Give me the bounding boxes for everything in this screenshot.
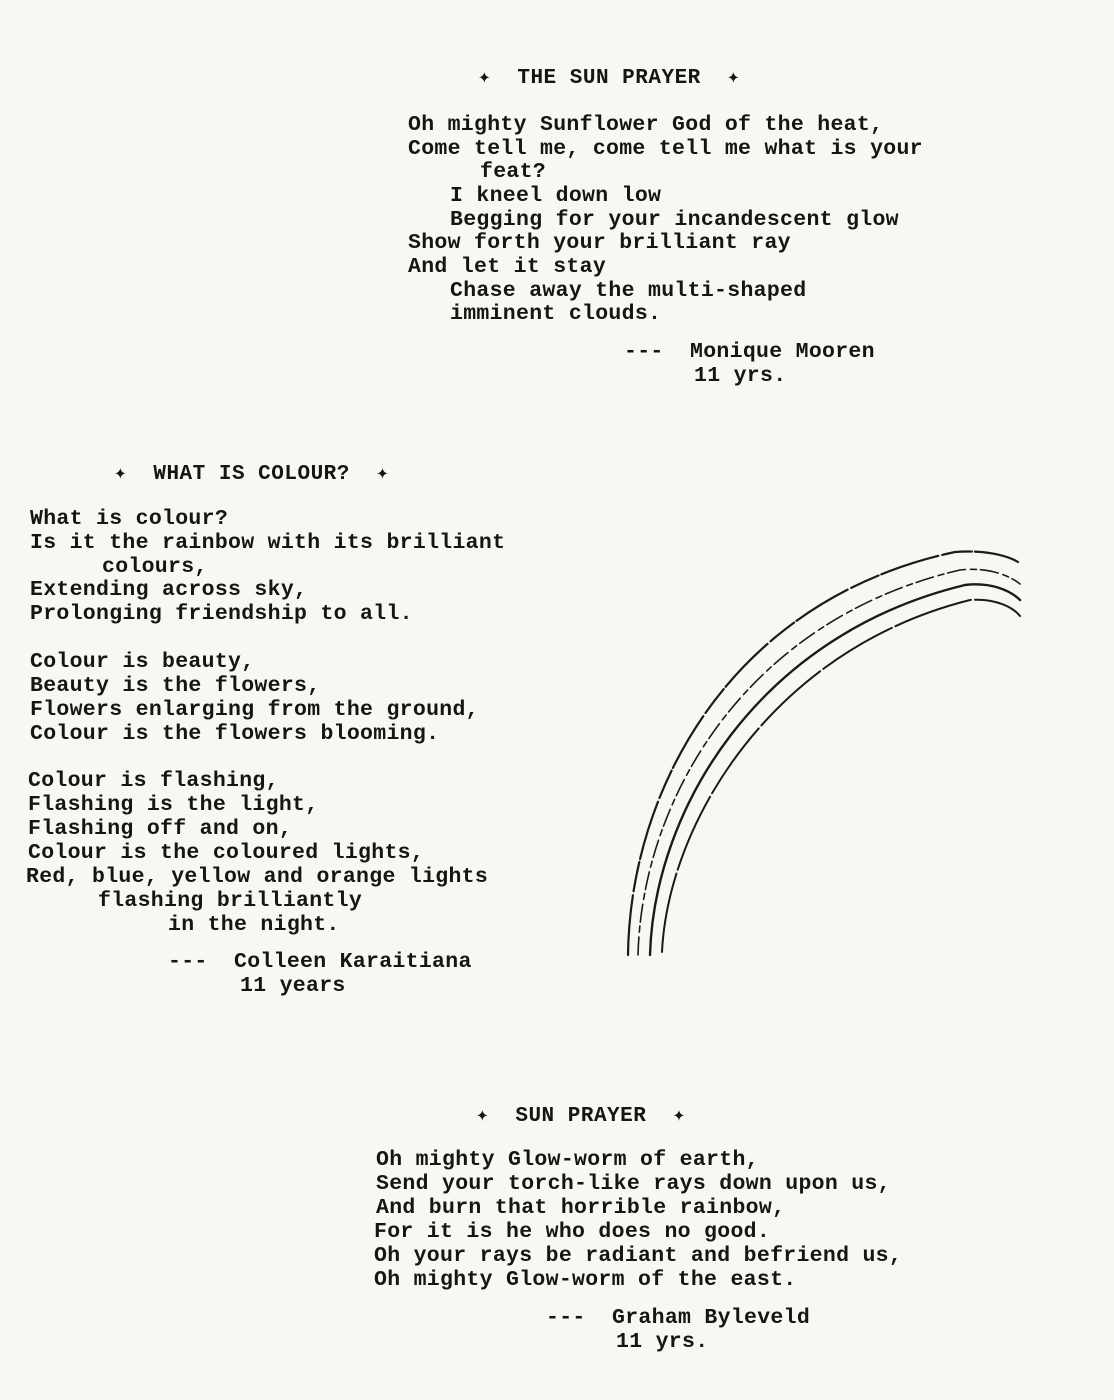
poem-line: Red, blue, yellow and orange lights xyxy=(26,865,489,889)
poem-line: Colour is the coloured lights, xyxy=(28,841,425,865)
poem-line: in the night. xyxy=(168,913,340,937)
poem-line: Extending across sky, xyxy=(30,578,308,602)
poem-line: Come tell me, come tell me what is your xyxy=(408,137,923,161)
poem-line: Flashing off and on, xyxy=(28,817,293,841)
poem-author: --- Monique Mooren xyxy=(624,340,875,364)
poem-title: ✦ WHAT IS COLOUR? ✦ xyxy=(114,463,390,486)
poem-line: Prolonging friendship to all. xyxy=(30,602,413,626)
poem-author-age: 11 yrs. xyxy=(694,364,787,388)
poem-line: Chase away the multi-shaped xyxy=(450,279,807,303)
poem-line: Flashing is the light, xyxy=(28,793,319,817)
poem-title: ✦ THE SUN PRAYER ✦ xyxy=(478,67,741,90)
poem-line: colours, xyxy=(102,555,208,579)
poem-line: Oh mighty Glow-worm of the east. xyxy=(374,1268,797,1292)
poem-line: And let it stay xyxy=(408,255,607,279)
poem-line: flashing brilliantly xyxy=(98,889,363,913)
poem-line: feat? xyxy=(480,160,547,184)
poem-line: Oh mighty Sunflower God of the heat, xyxy=(408,113,884,137)
poem-line: I kneel down low xyxy=(450,184,662,208)
poem-line: And burn that horrible rainbow, xyxy=(376,1196,786,1220)
poem-line: Oh mighty Glow-worm of earth, xyxy=(376,1148,759,1172)
poem-author: --- Colleen Karaitiana xyxy=(168,950,472,974)
poem-author-age: 11 yrs. xyxy=(616,1330,709,1354)
poem-line: Beauty is the flowers, xyxy=(30,674,321,698)
poem-line: Colour is the flowers blooming. xyxy=(30,722,440,746)
poem-title: ✦ SUN PRAYER ✦ xyxy=(476,1105,686,1128)
poem-author: --- Graham Byleveld xyxy=(546,1306,811,1330)
poem-line: Begging for your incandescent glow xyxy=(450,208,899,232)
rainbow-arc-icon xyxy=(610,540,1030,970)
poem-line: What is colour? xyxy=(30,507,229,531)
poem-line: Flowers enlarging from the ground, xyxy=(30,698,479,722)
poem-line: Show forth your brilliant ray xyxy=(408,231,791,255)
poem-line: Send your torch-like rays down upon us, xyxy=(376,1172,891,1196)
poem-line: For it is he who does no good. xyxy=(374,1220,771,1244)
poem-line: Colour is beauty, xyxy=(30,650,255,674)
poem-line: Oh your rays be radiant and befriend us, xyxy=(374,1244,903,1268)
poem-line: Colour is flashing, xyxy=(28,769,279,793)
poem-line: imminent clouds. xyxy=(450,302,662,326)
poem-author-age: 11 years xyxy=(240,974,346,998)
poem-line: Is it the rainbow with its brilliant xyxy=(30,531,506,555)
